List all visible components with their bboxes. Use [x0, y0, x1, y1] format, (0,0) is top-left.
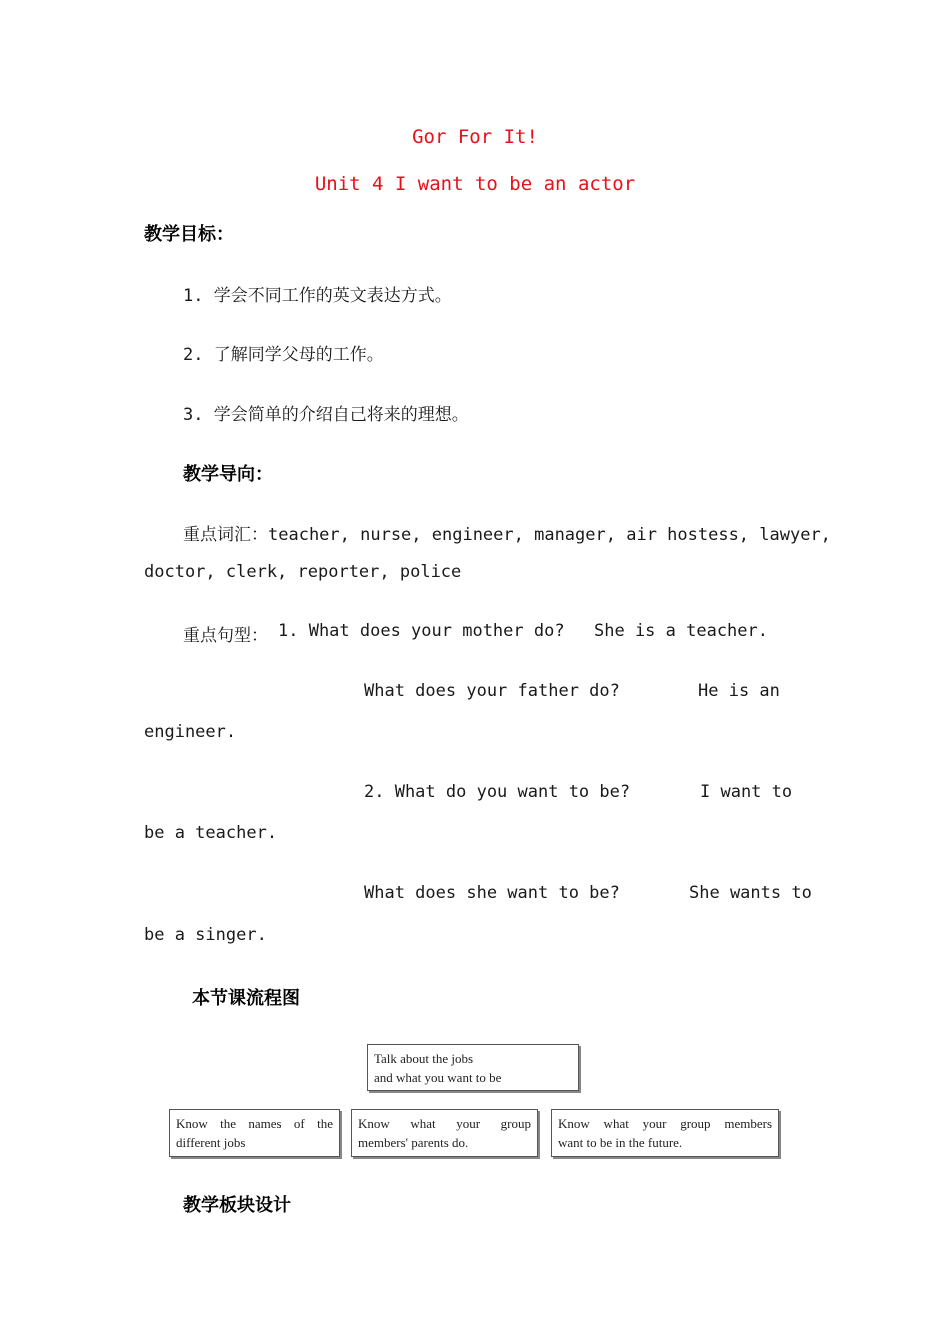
box-line: want to be in the future.	[558, 1135, 683, 1150]
design-heading: 教学板块设计	[183, 1195, 291, 1216]
document-title: Gor For It!	[412, 126, 538, 148]
box-line: members' parents do.	[358, 1135, 469, 1150]
objective-item: 3. 学会简单的介绍自己将来的理想。	[183, 405, 469, 425]
objective-item: 2. 了解同学父母的工作。	[183, 345, 384, 365]
pattern-answer: He is an	[698, 681, 780, 701]
pattern-answer: engineer.	[144, 722, 237, 742]
pattern-answer: be a singer.	[144, 925, 267, 945]
patterns-label: 重点句型：	[183, 626, 268, 646]
flowchart-box-parents-jobs	[351, 1109, 538, 1157]
box-line: and what you want to be	[374, 1070, 502, 1085]
vocab-line: doctor, clerk, reporter, police	[144, 562, 462, 582]
pattern-answer: I want to	[700, 782, 793, 802]
pattern-answer: be a teacher.	[144, 823, 278, 843]
flowchart-top-box	[367, 1044, 579, 1091]
objective-item: 1. 学会不同工作的英文表达方式。	[183, 286, 452, 306]
guide-heading: 教学导向：	[183, 464, 273, 485]
pattern-question: What does your father do?	[364, 681, 620, 701]
box-line: Talk about the jobs	[374, 1051, 474, 1066]
pattern-question: 2. What do you want to be?	[364, 782, 631, 802]
vocab-line: 重点词汇：teacher, nurse, engineer, manager, air hostess, lawyer,	[183, 525, 831, 545]
document-subtitle: Unit 4 I want to be an actor	[314, 173, 636, 195]
flowchart-box-job-names	[169, 1109, 340, 1157]
flow-heading: 本节课流程图	[192, 988, 300, 1009]
box-line: Know what your group members	[558, 1116, 772, 1131]
box-line: different jobs	[176, 1135, 246, 1150]
pattern-question: 1. What does your mother do?	[278, 621, 565, 641]
pattern-question: What does she want to be?	[364, 883, 620, 903]
pattern-answer: She wants to	[689, 883, 812, 903]
pattern-answer: She is a teacher.	[594, 621, 768, 641]
objectives-heading: 教学目标：	[144, 224, 234, 245]
box-line: Know what your group	[358, 1116, 531, 1131]
box-line: Know the names of the	[176, 1116, 333, 1131]
flowchart-box-future-jobs	[551, 1109, 779, 1157]
